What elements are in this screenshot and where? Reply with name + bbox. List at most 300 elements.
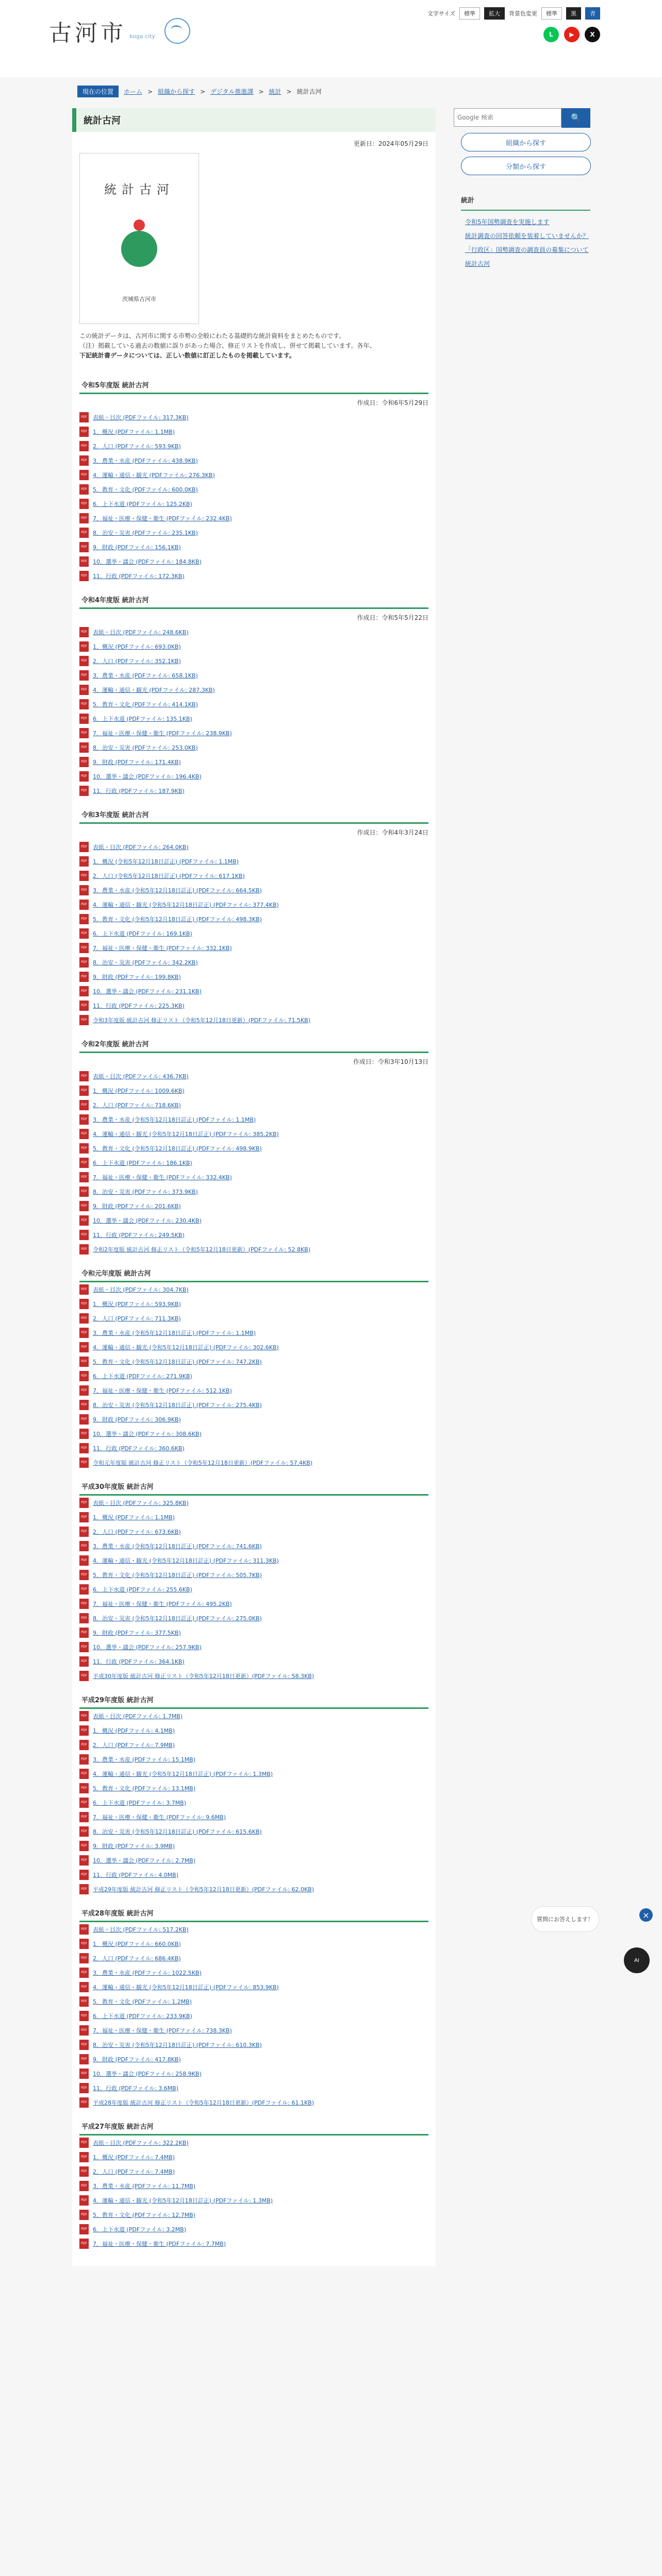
pdf-link[interactable]: 2．人口 (PDFファイル: 7.9MB): [93, 1741, 175, 1749]
pdf-icon: PDF: [79, 1498, 89, 1508]
sidebar-item: [465, 215, 590, 229]
pdf-link[interactable]: 4．運輸・通信・観光 (令和5年12月18日訂正) (PDFファイル: 1.3MB): [93, 2197, 273, 2204]
chat-text: 質問にお答えします！: [537, 1916, 593, 1923]
pdf-link[interactable]: 2．人口 (PDFファイル: 711.3KB): [93, 1315, 181, 1322]
pdf-link[interactable]: 5．教育・文化 (令和5年12月18日訂正) (PDFファイル: 505.7KB): [93, 1571, 262, 1579]
pdf-link[interactable]: 5．教育・文化 (令和5年12月18日訂正) (PDFファイル: 747.2KB): [93, 1358, 262, 1365]
pdf-list-item: [79, 1539, 428, 1553]
pdf-list-item: [79, 755, 428, 769]
pdf-icon: PDF: [79, 1783, 89, 1793]
pdf-link[interactable]: 表紙・目次 (PDFファイル: 517.2KB): [93, 1926, 189, 1933]
pdf-icon: PDF: [79, 943, 89, 953]
pdf-list-item: [79, 2081, 428, 2095]
pdf-icon: PDF: [79, 542, 89, 552]
chatbot-icon[interactable]: AI: [624, 1947, 650, 1973]
pdf-icon: PDF: [79, 1570, 89, 1580]
pdf-link[interactable]: 6．上下水道 (PDFファイル: 3.7MB): [93, 1799, 187, 1806]
pdf-icon: PDF: [79, 484, 89, 495]
pdf-link[interactable]: 3．農業・水産 (PDFファイル: 658.1KB): [93, 672, 198, 679]
pdf-link[interactable]: 9．財政 (PDFファイル: 306.9KB): [93, 1416, 181, 1423]
pdf-link[interactable]: 令和3年度版 統計古河 修正リスト（令和5年12月18日更新）(PDFファイル: 71.5KB): [93, 1016, 311, 1024]
pdf-link[interactable]: 2．人口 (PDFファイル: 7.4MB): [93, 2168, 175, 2175]
pdf-icon: PDF: [79, 556, 89, 567]
pdf-link[interactable]: 8．治安・災害 (令和5年12月18日訂正) (PDFファイル: 615.6KB): [93, 1828, 262, 1835]
pdf-link[interactable]: 1．概況 (PDFファイル: 4.1MB): [93, 1727, 175, 1734]
pdf-link[interactable]: 5．教育・文化 (PDFファイル: 13.1MB): [93, 1785, 196, 1792]
pdf-link[interactable]: 表紙・目次 (PDFファイル: 1.7MB): [93, 1713, 183, 1720]
pdf-list-item: [79, 1810, 428, 1824]
pdf-list-item: [79, 1868, 428, 1882]
pdf-list-item: [79, 984, 428, 998]
pdf-link[interactable]: 11．行政 (PDFファイル: 360.6KB): [93, 1445, 185, 1452]
section-title: 令和3年度版 統計古河: [79, 806, 428, 824]
pdf-icon: PDF: [79, 656, 89, 666]
pdf-link[interactable]: 11．行政 (PDFファイル: 187.9KB): [93, 787, 185, 794]
pdf-list-item: [79, 511, 428, 526]
pdf-list-item: [79, 2193, 428, 2208]
pdf-icon: PDF: [79, 1841, 89, 1851]
site-logo[interactable]: [49, 14, 190, 47]
pdf-list-item: [79, 1524, 428, 1539]
pdf-list-item: [79, 1951, 428, 1965]
pdf-link[interactable]: 5．教育・文化 (令和5年12月18日訂正) (PDFファイル: 498.3KB): [93, 916, 262, 923]
stat-section: [79, 1036, 428, 1257]
pdf-link[interactable]: 3．農業・水産 (令和5年12月18日訂正) (PDFファイル: 664.5KB): [93, 887, 262, 894]
pdf-link[interactable]: 6．上下水道 (PDFファイル: 255.6KB): [93, 1586, 192, 1593]
pdf-icon: PDF: [79, 627, 89, 637]
pdf-link[interactable]: 表紙・目次 (PDFファイル: 325.8KB): [93, 1499, 189, 1506]
pdf-link[interactable]: 11．行政 (PDFファイル: 225.3KB): [93, 1002, 185, 1009]
cover-emblem-icon: [121, 231, 157, 267]
pdf-link[interactable]: 7．福祉・医療・保健・衛生 (PDFファイル: 495.2KB): [93, 1600, 232, 1607]
pdf-list-item: [79, 1839, 428, 1853]
pdf-icon: PDF: [79, 986, 89, 996]
pdf-link[interactable]: 9．財政 (PDFファイル: 3.9MB): [93, 1842, 175, 1850]
pdf-list-item: [79, 1853, 428, 1868]
pdf-icon: PDF: [79, 1071, 89, 1081]
pdf-icon: PDF: [79, 856, 89, 867]
pdf-icon: PDF: [79, 2195, 89, 2206]
pdf-icon: PDF: [79, 1953, 89, 1963]
pdf-list-item: [79, 1767, 428, 1781]
pdf-list-item: [79, 740, 428, 755]
pdf-list-item: [79, 1156, 428, 1170]
pdf-list-item: [79, 1242, 428, 1257]
pdf-link[interactable]: 2．人口 (PDFファイル: 593.9KB): [93, 443, 181, 450]
pdf-link[interactable]: 9．財政 (PDFファイル: 377.5KB): [93, 1629, 181, 1636]
pdf-icon: PDF: [79, 685, 89, 695]
pdf-icon: PDF: [79, 1129, 89, 1139]
pdf-link[interactable]: 9．財政 (PDFファイル: 199.8KB): [93, 973, 181, 980]
breadcrumb-link[interactable]: 組織から探す: [158, 88, 195, 95]
font-size-label: 文字サイズ: [427, 10, 455, 17]
stat-section: [79, 806, 428, 1027]
pdf-link[interactable]: 平成29年度版 統計古河 修正リスト（令和5年12月18日更新）(PDFファイル: 62.0KB): [93, 1886, 315, 1893]
pdf-list-item: [79, 453, 428, 468]
pdf-link[interactable]: 6．上下水道 (PDFファイル: 125.2KB): [93, 500, 192, 507]
pdf-list-item: [79, 1282, 428, 1297]
pdf-link[interactable]: 11．行政 (PDFファイル: 4.0MB): [93, 1871, 179, 1878]
pdf-icon: PDF: [79, 2152, 89, 2162]
pdf-icon: PDF: [79, 1982, 89, 1992]
section-title: 平成30年度版 統計古河: [79, 1478, 428, 1496]
pdf-link[interactable]: 平成28年度版 統計古河 修正リスト（令和5年12月18日更新）(PDFファイル: 61.1KB): [93, 2099, 315, 2106]
pdf-list-item: [79, 1340, 428, 1354]
pdf-list-item: [79, 941, 428, 955]
section-title: 令和5年度版 統計古河: [79, 377, 428, 394]
search-icon: 🔍: [571, 114, 581, 123]
pdf-link[interactable]: 10．選挙・議会 (PDFファイル: 230.4KB): [93, 1217, 202, 1224]
pdf-list-item: [79, 2208, 428, 2222]
pdf-list-item: [79, 2095, 428, 2110]
pdf-link[interactable]: 9．財政 (PDFファイル: 171.4KB): [93, 758, 181, 766]
pdf-icon: PDF: [79, 499, 89, 509]
pdf-link[interactable]: 3．農業・水産 (PDFファイル: 11.7MB): [93, 2182, 196, 2190]
pdf-link[interactable]: 6．上下水道 (PDFファイル: 186.1KB): [93, 1159, 192, 1166]
category-search-button[interactable]: [461, 157, 591, 175]
city-emblem-icon: [164, 18, 190, 44]
pdf-link[interactable]: 6．上下水道 (PDFファイル: 233.9KB): [93, 2012, 192, 2020]
pdf-list-item: [79, 769, 428, 784]
pdf-list-item: [79, 668, 428, 683]
pdf-link[interactable]: 3．農業・水産 (PDFファイル: 438.9KB): [93, 457, 198, 464]
section-title: 令和元年度版 統計古河: [79, 1265, 428, 1282]
pdf-icon: PDF: [79, 1725, 89, 1736]
breadcrumb-link[interactable]: ホーム: [124, 88, 143, 95]
pdf-list-item: [79, 1213, 428, 1228]
sidebar-link[interactable]: 統計調査の回答依頼を装着していませんか？: [465, 232, 589, 240]
pdf-icon: PDF: [79, 1671, 89, 1681]
pdf-icon: PDF: [79, 1201, 89, 1211]
pdf-icon: PDF: [79, 2210, 89, 2220]
pdf-list-item: [79, 926, 428, 941]
section-title: 令和4年度版 統計古河: [79, 591, 428, 609]
pdf-list-item: [79, 639, 428, 654]
org-search-label: 組織から探す: [505, 139, 546, 147]
pdf-link[interactable]: 5．教育・文化 (令和5年12月18日訂正) (PDFファイル: 498.9KB): [93, 1145, 262, 1152]
sidebar-link[interactable]: 令和5年国勢調査を実施します: [465, 218, 550, 226]
pdf-list-item: [79, 1568, 428, 1582]
sidebar-link[interactable]: 統計古河: [465, 260, 490, 267]
pdf-list-item: [79, 1510, 428, 1524]
pdf-icon: PDF: [79, 1884, 89, 1894]
pdf-icon: PDF: [79, 1299, 89, 1309]
pdf-link[interactable]: 9．財政 (PDFファイル: 156.1KB): [93, 544, 181, 551]
cover-image: [79, 153, 199, 324]
pdf-list-item: [79, 1582, 428, 1597]
pdf-link[interactable]: 4．運輸・通信・観光 (令和5年12月18日訂正) (PDFファイル: 1.3MB): [93, 1770, 273, 1777]
pdf-icon: PDF: [79, 742, 89, 753]
pdf-link[interactable]: 10．選挙・議会 (PDFファイル: 184.8KB): [93, 558, 202, 565]
pdf-icon: PDF: [79, 1584, 89, 1595]
pdf-link[interactable]: 1．概況 (令和5年12月18日訂正) (PDFファイル: 1.1MB): [93, 858, 239, 865]
sidebar: [454, 108, 590, 270]
pdf-list-item: [79, 439, 428, 453]
pdf-icon: PDF: [79, 1798, 89, 1808]
pdf-icon: PDF: [79, 972, 89, 982]
pdf-link[interactable]: 4．運輸・通信・観光 (PDFファイル: 276.3KB): [93, 471, 215, 479]
intro-line: （注）掲載している過去の数値に誤りがあった場合、修正リストを作成し、併せて掲載しています。各年、: [79, 342, 376, 350]
pdf-list-item: [79, 1398, 428, 1412]
line-icon[interactable]: L: [543, 27, 559, 42]
pdf-list-item: [79, 1427, 428, 1441]
pdf-icon: PDF: [79, 2239, 89, 2249]
breadcrumb-link[interactable]: デジタル推進課: [210, 88, 254, 95]
pdf-icon: PDF: [79, 2069, 89, 2079]
pdf-list-item: [79, 2023, 428, 2038]
pdf-icon: PDF: [79, 1015, 89, 1025]
pdf-link[interactable]: 8．治安・災害 (令和5年12月18日訂正) (PDFファイル: 275.0KB): [93, 1615, 262, 1622]
pdf-list-item: [79, 1625, 428, 1640]
pdf-link[interactable]: 5．教育・文化 (PDFファイル: 1.2MB): [93, 1998, 192, 2005]
font-standard-button[interactable]: 標準: [459, 7, 480, 20]
intro-text: [72, 324, 436, 368]
pdf-list-item: [79, 1069, 428, 1083]
pdf-icon: PDF: [79, 1158, 89, 1168]
pdf-icon: PDF: [79, 1414, 89, 1425]
pdf-link[interactable]: 2．人口 (PDFファイル: 686.4KB): [93, 1955, 181, 1962]
pdf-list-item: [79, 1937, 428, 1951]
pdf-link[interactable]: 6．上下水道 (PDFファイル: 169.1KB): [93, 930, 192, 937]
pdf-link[interactable]: 4．運輸・通信・観光 (令和5年12月18日訂正) (PDFファイル: 302.6KB): [93, 1344, 279, 1351]
pdf-icon: PDF: [79, 771, 89, 782]
section-created-date: 作成日：令和3年10月13日: [353, 1058, 428, 1065]
pdf-link[interactable]: 8．治安・災害 (令和5年12月18日訂正) (PDFファイル: 275.4KB): [93, 1401, 262, 1409]
pdf-list-item: [79, 1369, 428, 1383]
pdf-list-item: [79, 697, 428, 711]
pdf-list-item: [79, 1354, 428, 1369]
pdf-list-item: [79, 1654, 428, 1669]
color-blue-button[interactable]: 青: [585, 7, 600, 20]
pdf-icon: PDF: [79, 957, 89, 968]
pdf-link[interactable]: 7．福祉・医療・保健・衛生 (PDFファイル: 7.7MB): [93, 2240, 226, 2247]
pdf-link[interactable]: 1．概況 (PDFファイル: 7.4MB): [93, 2154, 175, 2161]
search-input[interactable]: [454, 108, 561, 127]
pdf-list-item: [79, 2066, 428, 2081]
pdf-icon: PDF: [79, 2083, 89, 2093]
pdf-link[interactable]: 7．福祉・医療・保健・衛生 (PDFファイル: 332.4KB): [93, 1174, 232, 1181]
pdf-icon: PDF: [79, 1599, 89, 1609]
pdf-icon: PDF: [79, 1769, 89, 1779]
pdf-link[interactable]: 6．上下水道 (PDFファイル: 135.1KB): [93, 715, 192, 722]
cover-subtitle: 茨城県古河市: [122, 296, 156, 302]
pdf-list-item: [79, 654, 428, 668]
pdf-link[interactable]: 表紙・目次 (PDFファイル: 322.2KB): [93, 2139, 189, 2146]
pdf-link[interactable]: 8．治安・災害 (令和5年12月18日訂正) (PDFファイル: 610.3KB): [93, 2041, 262, 2048]
x-icon[interactable]: X: [585, 27, 600, 42]
pdf-icon: PDF: [79, 2097, 89, 2108]
pdf-icon: PDF: [79, 1342, 89, 1352]
pdf-link[interactable]: 11．行政 (PDFファイル: 364.1KB): [93, 1658, 185, 1665]
pdf-list-item: [79, 569, 428, 583]
pdf-link[interactable]: 1．概況 (PDFファイル: 593.9KB): [93, 1300, 181, 1308]
pdf-list-item: [79, 840, 428, 854]
pdf-link[interactable]: 7．福祉・医療・保健・衛生 (PDFファイル: 232.4KB): [93, 515, 232, 522]
pdf-icon: PDF: [79, 412, 89, 422]
pdf-list-item: [79, 468, 428, 482]
pdf-link[interactable]: 4．運輸・通信・観光 (PDFファイル: 287.3KB): [93, 686, 215, 693]
pdf-icon: PDF: [79, 1244, 89, 1255]
pdf-link[interactable]: 7．福祉・医療・保健・衛生 (PDFファイル: 238.9KB): [93, 730, 232, 737]
pdf-link[interactable]: 6．上下水道 (PDFファイル: 3.2MB): [93, 2226, 187, 2233]
pdf-link[interactable]: 3．農業・水産 (令和5年12月18日訂正) (PDFファイル: 1.1MB): [93, 1116, 256, 1123]
stat-section: [79, 2118, 428, 2251]
pdf-link[interactable]: 令和2年度版 統計古河 修正リスト（令和5年12月18日更新）(PDFファイル: 52.8KB): [93, 1246, 311, 1253]
pdf-icon: PDF: [79, 1443, 89, 1453]
site-header: [0, 0, 662, 77]
pdf-link[interactable]: 10．選挙・議会 (PDFファイル: 258.9KB): [93, 2070, 202, 2077]
pdf-link[interactable]: 10．選挙・議会 (PDFファイル: 308.6KB): [93, 1430, 202, 1437]
pdf-list-item: [79, 1326, 428, 1340]
pdf-link[interactable]: 令和元年度版 統計古河 修正リスト（令和5年12月18日更新）(PDFファイル: 57.4KB): [93, 1459, 313, 1466]
pdf-icon: PDF: [79, 1230, 89, 1240]
pdf-icon: PDF: [79, 1996, 89, 2007]
pdf-link[interactable]: 表紙・目次 (PDFファイル: 264.0KB): [93, 843, 189, 851]
pdf-list-item: [79, 1640, 428, 1654]
pdf-link[interactable]: 4．運輸・通信・観光 (令和5年12月18日訂正) (PDFファイル: 377.4KB): [93, 901, 279, 908]
site-search: [454, 108, 590, 128]
pdf-icon: PDF: [79, 1385, 89, 1396]
pdf-link[interactable]: 7．福祉・医療・保健・衛生 (PDFファイル: 9.6MB): [93, 1814, 226, 1821]
main-content: [72, 108, 436, 2266]
pdf-link[interactable]: 11．行政 (PDFファイル: 249.5KB): [93, 1231, 185, 1239]
pdf-list-item: [79, 955, 428, 970]
pdf-link[interactable]: 10．選挙・議会 (PDFファイル: 231.1KB): [93, 988, 202, 995]
pdf-link[interactable]: 3．農業・水産 (PDFファイル: 15.1MB): [93, 1756, 196, 1763]
pdf-link[interactable]: 3．農業・水産 (令和5年12月18日訂正) (PDFファイル: 1.1MB): [93, 1329, 256, 1336]
pdf-link[interactable]: 2．人口 (PDFファイル: 352.1KB): [93, 657, 181, 665]
stat-section: [79, 1905, 428, 2110]
pdf-link[interactable]: 1．概況 (PDFファイル: 693.0KB): [93, 643, 181, 650]
pdf-list-item: [79, 2009, 428, 2023]
pdf-icon: PDF: [79, 1458, 89, 1468]
category-search-label: 分類から探す: [505, 163, 546, 171]
pdf-icon: PDF: [79, 2181, 89, 2191]
pdf-link[interactable]: 4．運輸・通信・観光 (令和5年12月18日訂正) (PDFファイル: 311.3KB): [93, 1557, 279, 1564]
pdf-link[interactable]: 10．選挙・議会 (PDFファイル: 257.9KB): [93, 1643, 202, 1651]
pdf-icon: PDF: [79, 871, 89, 881]
pdf-list-item: [79, 1141, 428, 1156]
pdf-link[interactable]: 5．教育・文化 (PDFファイル: 414.1KB): [93, 701, 198, 708]
pdf-link[interactable]: 1．概況 (PDFファイル: 1.1MB): [93, 1514, 175, 1521]
pdf-link[interactable]: 4．運輸・通信・観光 (令和5年12月18日訂正) (PDFファイル: 853.9KB): [93, 1984, 279, 1991]
pdf-link[interactable]: 2．人口 (PDFファイル: 673.6KB): [93, 1528, 181, 1535]
pdf-icon: PDF: [79, 900, 89, 910]
pdf-list-item: [79, 897, 428, 912]
pdf-list-item: [79, 1738, 428, 1752]
pdf-icon: PDF: [79, 441, 89, 451]
pdf-link[interactable]: 1．概況 (PDFファイル: 1.1MB): [93, 428, 175, 435]
pdf-link[interactable]: 9．財政 (PDFファイル: 201.6KB): [93, 1202, 181, 1210]
pdf-list-item: [79, 869, 428, 883]
breadcrumb-link[interactable]: 統計: [269, 88, 282, 95]
sidebar-links: [465, 215, 590, 270]
stat-section: [79, 591, 428, 798]
pdf-icon: PDF: [79, 1613, 89, 1623]
pdf-list-item: [79, 883, 428, 897]
pdf-link[interactable]: 7．福祉・医療・保健・衛生 (PDFファイル: 332.1KB): [93, 944, 232, 952]
pdf-link[interactable]: 3．農業・水産 (PDFファイル: 1022.5KB): [93, 1969, 202, 1976]
pdf-link[interactable]: 4．運輸・通信・観光 (令和5年12月18日訂正) (PDFファイル: 385.2KB): [93, 1130, 279, 1138]
pdf-link[interactable]: 11．行政 (PDFファイル: 3.6MB): [93, 2084, 179, 2092]
breadcrumb-separator: >: [200, 88, 206, 95]
pdf-link[interactable]: 1．概況 (PDFファイル: 1009.6KB): [93, 1087, 185, 1094]
sidebar-link[interactable]: 「行政区」国勢調査の調査員の募集について: [465, 246, 589, 253]
logo-text: 古河市: [49, 20, 126, 46]
stat-section: [79, 1478, 428, 1683]
pdf-link[interactable]: 9．財政 (PDFファイル: 417.8KB): [93, 2056, 181, 2063]
pdf-icon: PDF: [79, 1924, 89, 1935]
breadcrumb-current: 統計古河: [296, 88, 322, 95]
chat-bubble[interactable]: [531, 1906, 599, 1932]
section-created-date: 作成日：令和6年5月29日: [357, 399, 428, 406]
pdf-icon: PDF: [79, 1187, 89, 1197]
pdf-link[interactable]: 5．教育・文化 (PDFファイル: 12.7MB): [93, 2211, 196, 2218]
pdf-link[interactable]: 2．人口 (令和5年12月18日訂正) (PDFファイル: 617.1KB): [93, 872, 245, 879]
pdf-list-item: [79, 1127, 428, 1141]
pdf-link[interactable]: 平成30年度版 統計古河 修正リスト（令和5年12月18日更新）(PDFファイル: 58.3KB): [93, 1672, 315, 1680]
pdf-link[interactable]: 5．教育・文化 (PDFファイル: 600.0KB): [93, 486, 198, 493]
intro-line: この統計データは、古河市に関する市勢の全般にわたる基礎的な統計資料をまとめたものです。: [79, 332, 345, 340]
pdf-icon: PDF: [79, 1754, 89, 1765]
pdf-icon: PDF: [79, 528, 89, 538]
pdf-link[interactable]: 8．治安・災害 (PDFファイル: 253.0KB): [93, 744, 198, 751]
font-enlarge-button[interactable]: 拡大: [484, 7, 505, 20]
pdf-icon: PDF: [79, 2011, 89, 2021]
pdf-link[interactable]: 10．選挙・議会 (PDFファイル: 2.7MB): [93, 1857, 196, 1864]
pdf-link[interactable]: 1．概況 (PDFファイル: 660.0KB): [93, 1940, 181, 1947]
pdf-link[interactable]: 8．治安・災害 (PDFファイル: 373.9KB): [93, 1188, 198, 1195]
pdf-link[interactable]: 10．選挙・議会 (PDFファイル: 196.4KB): [93, 773, 202, 780]
pdf-link[interactable]: 7．福祉・医療・保健・衛生 (PDFファイル: 512.1KB): [93, 1387, 232, 1394]
pdf-icon: PDF: [79, 1215, 89, 1226]
pdf-icon: PDF: [79, 1100, 89, 1110]
pdf-link[interactable]: 3．農業・水産 (令和5年12月18日訂正) (PDFファイル: 741.6KB): [93, 1543, 262, 1550]
pdf-icon: PDF: [79, 1711, 89, 1721]
pdf-icon: PDF: [79, 455, 89, 466]
youtube-icon[interactable]: ▶: [564, 27, 580, 42]
pdf-list-item: [79, 1170, 428, 1184]
pdf-link[interactable]: 6．上下水道 (PDFファイル: 271.9KB): [93, 1372, 192, 1380]
org-search-button[interactable]: [461, 133, 591, 151]
sns-links: [543, 27, 600, 42]
pdf-list-item: [79, 2150, 428, 2164]
color-black-button[interactable]: 黒: [566, 7, 581, 20]
pdf-list-item: [79, 1781, 428, 1795]
pdf-icon: PDF: [79, 1284, 89, 1295]
pdf-link[interactable]: 11．行政 (PDFファイル: 172.3KB): [93, 572, 185, 580]
pdf-link[interactable]: 表紙・目次 (PDFファイル: 248.6KB): [93, 629, 189, 636]
pdf-link[interactable]: 8．治安・災害 (PDFファイル: 342.2KB): [93, 959, 198, 966]
pdf-list-item: [79, 1083, 428, 1098]
pdf-link[interactable]: 表紙・目次 (PDFファイル: 436.7KB): [93, 1073, 189, 1080]
pdf-link[interactable]: 表紙・目次 (PDFファイル: 304.7KB): [93, 1286, 189, 1293]
pdf-link[interactable]: 表紙・目次 (PDFファイル: 317.3KB): [93, 414, 189, 421]
pdf-icon: PDF: [79, 1870, 89, 1880]
sections-container: [72, 377, 436, 2251]
pdf-list-item: [79, 425, 428, 439]
pdf-icon: PDF: [79, 1429, 89, 1439]
chat-close-icon[interactable]: ×: [639, 1908, 653, 1922]
pdf-link[interactable]: 2．人口 (PDFファイル: 718.6KB): [93, 1101, 181, 1109]
pdf-link[interactable]: 7．福祉・医療・保健・衛生 (PDFファイル: 738.3KB): [93, 2027, 232, 2034]
pdf-list-item: [79, 1297, 428, 1311]
search-button[interactable]: [561, 108, 590, 128]
color-standard-button[interactable]: 標準: [541, 7, 562, 20]
pdf-list-item: [79, 2052, 428, 2066]
pdf-link[interactable]: 8．治安・災害 (PDFファイル: 235.1KB): [93, 529, 198, 536]
pdf-icon: PDF: [79, 470, 89, 480]
